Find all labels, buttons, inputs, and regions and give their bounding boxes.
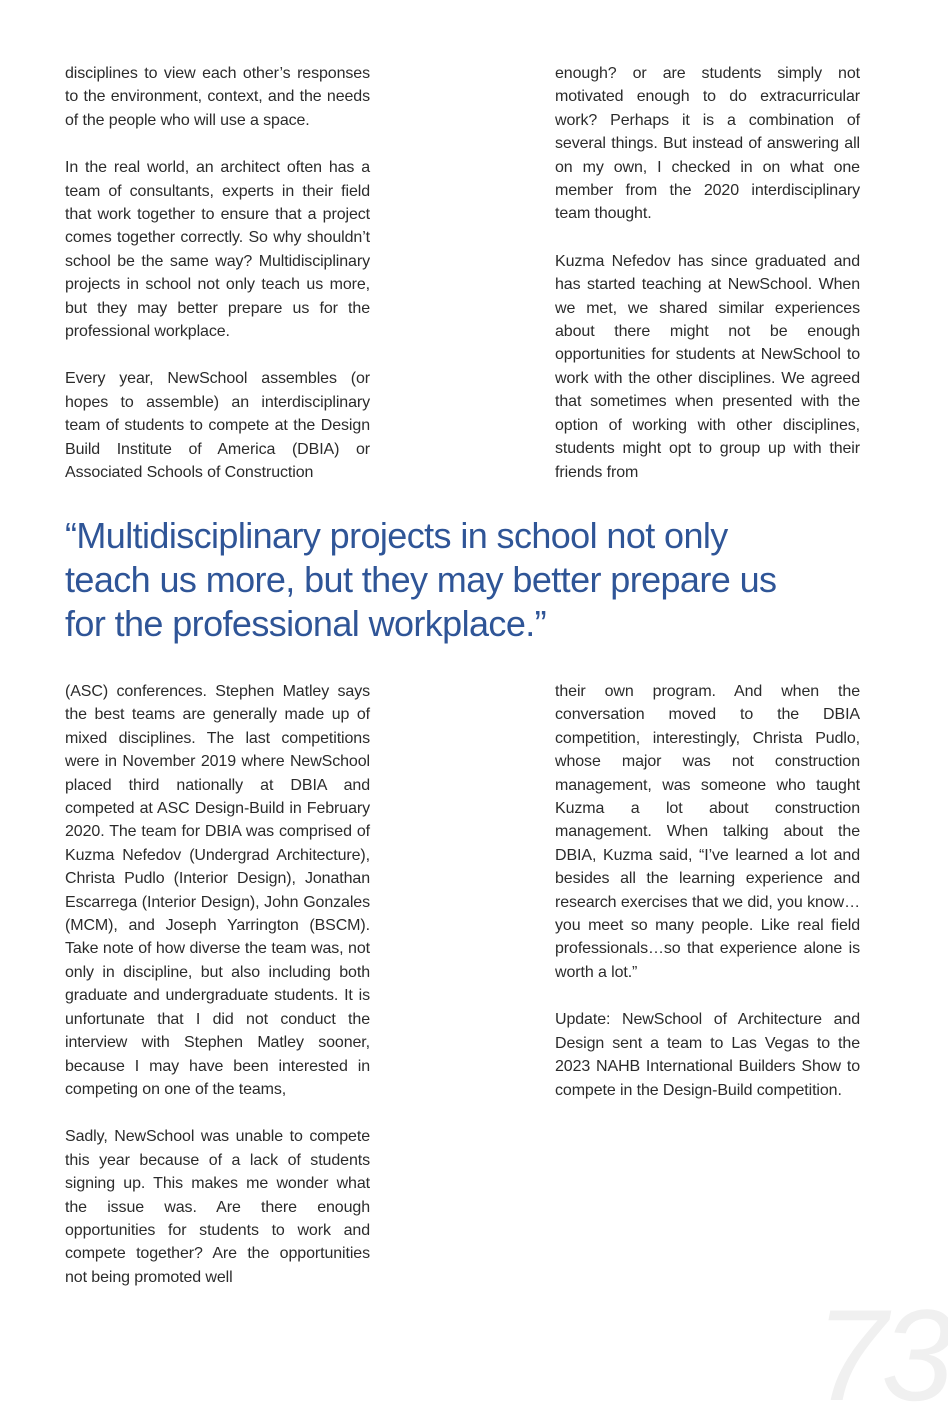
column-bottom-left [65,680,370,1289]
paragraph: Update: NewSchool of Architecture and Design sent a team to Las Vegas to the 2023 NAHB International Builders Show to compete in the Design-Build competition. [555,1011,860,1099]
column-bottom-right [555,680,860,1102]
column-top-right [555,62,860,484]
paragraph: Kuzma Nefedov has since graduated and has started teaching at NewSchool. When we met, we shared similar experiences about there might not be enough opportunities for students at NewSchool to work with the other disciplines. We agreed that sometimes when presented with the option of working with other disciplines, students might opt to group up with their friends from [555,252,860,481]
paragraph: Sadly, NewSchool was unable to compete this year because of a lack of students signing up. This makes me wonder what the issue was. Are there enough opportunities for students to work and compete together? Are the opportunities not being promoted well [65,1128,370,1286]
paragraph: disciplines to view each other’s responses to the environment, context, and the needs of the people who will use a space. [65,65,370,129]
paragraph: (ASC) conferences. Stephen Matley says the best teams are generally made up of mixed disciplines. The last competitions were in November 2019 where NewSchool placed third nationally at DBIA and competed at ASC Design-Build in February 2020. The team for DBIA was comprised of Kuzma Nefedov (Undergrad Architecture), Christa Pudlo (Interior Design), Jonathan Escarrega (Interior Design), John Gonzales (MCM), and Joseph Yarrington (BSCM). Take note of how diverse the team was, not only in discipline, but also including both graduate and undergraduate students. It is unfortunate that I did not conduct the interview with Stephen Matley sooner, because I may have been interested in competing on one of the teams, [65,683,370,1098]
paragraph: In the real world, an architect often has a team of consultants, experts in their field that work together to ensure that a project comes together correctly. So why shouldn’t school be the same way? Multidisciplinary projects in school not only teach us more, but they may better prepare us for the professional workplace. [65,159,370,341]
page-number: 73 [815,1282,948,1428]
paragraph: their own program. And when the conversation moved to the DBIA competition, interestingly, Christa Pudlo, whose major was not construction management, was someone who taught Kuzma a lot about construction management. When talking about the DBIA, Kuzma said, “I’ve learned a lot and besides all the learning experience and research exercises that we did, you know… you meet so many people. Like real field professionals…so that experience alone is worth a lot.” [555,683,860,981]
paragraph: Every year, NewSchool assembles (or hopes to assemble) an interdisciplinary team of students to compete at the Design Build Institute of America (DBIA) or Associated Schools of Construction [65,370,370,482]
paragraph: enough? or are students simply not motivated enough to do extracurricular work? Perhaps it is a combination of several things. But instead of answering all on my own, I checked in on what one member from the 2020 interdisciplinary team thought. [555,65,860,223]
column-top-left [65,62,370,485]
pull-quote: “Multidisciplinary projects in school not only teach us more, but they may better prepare us for the professional workplace.” [65,515,777,644]
